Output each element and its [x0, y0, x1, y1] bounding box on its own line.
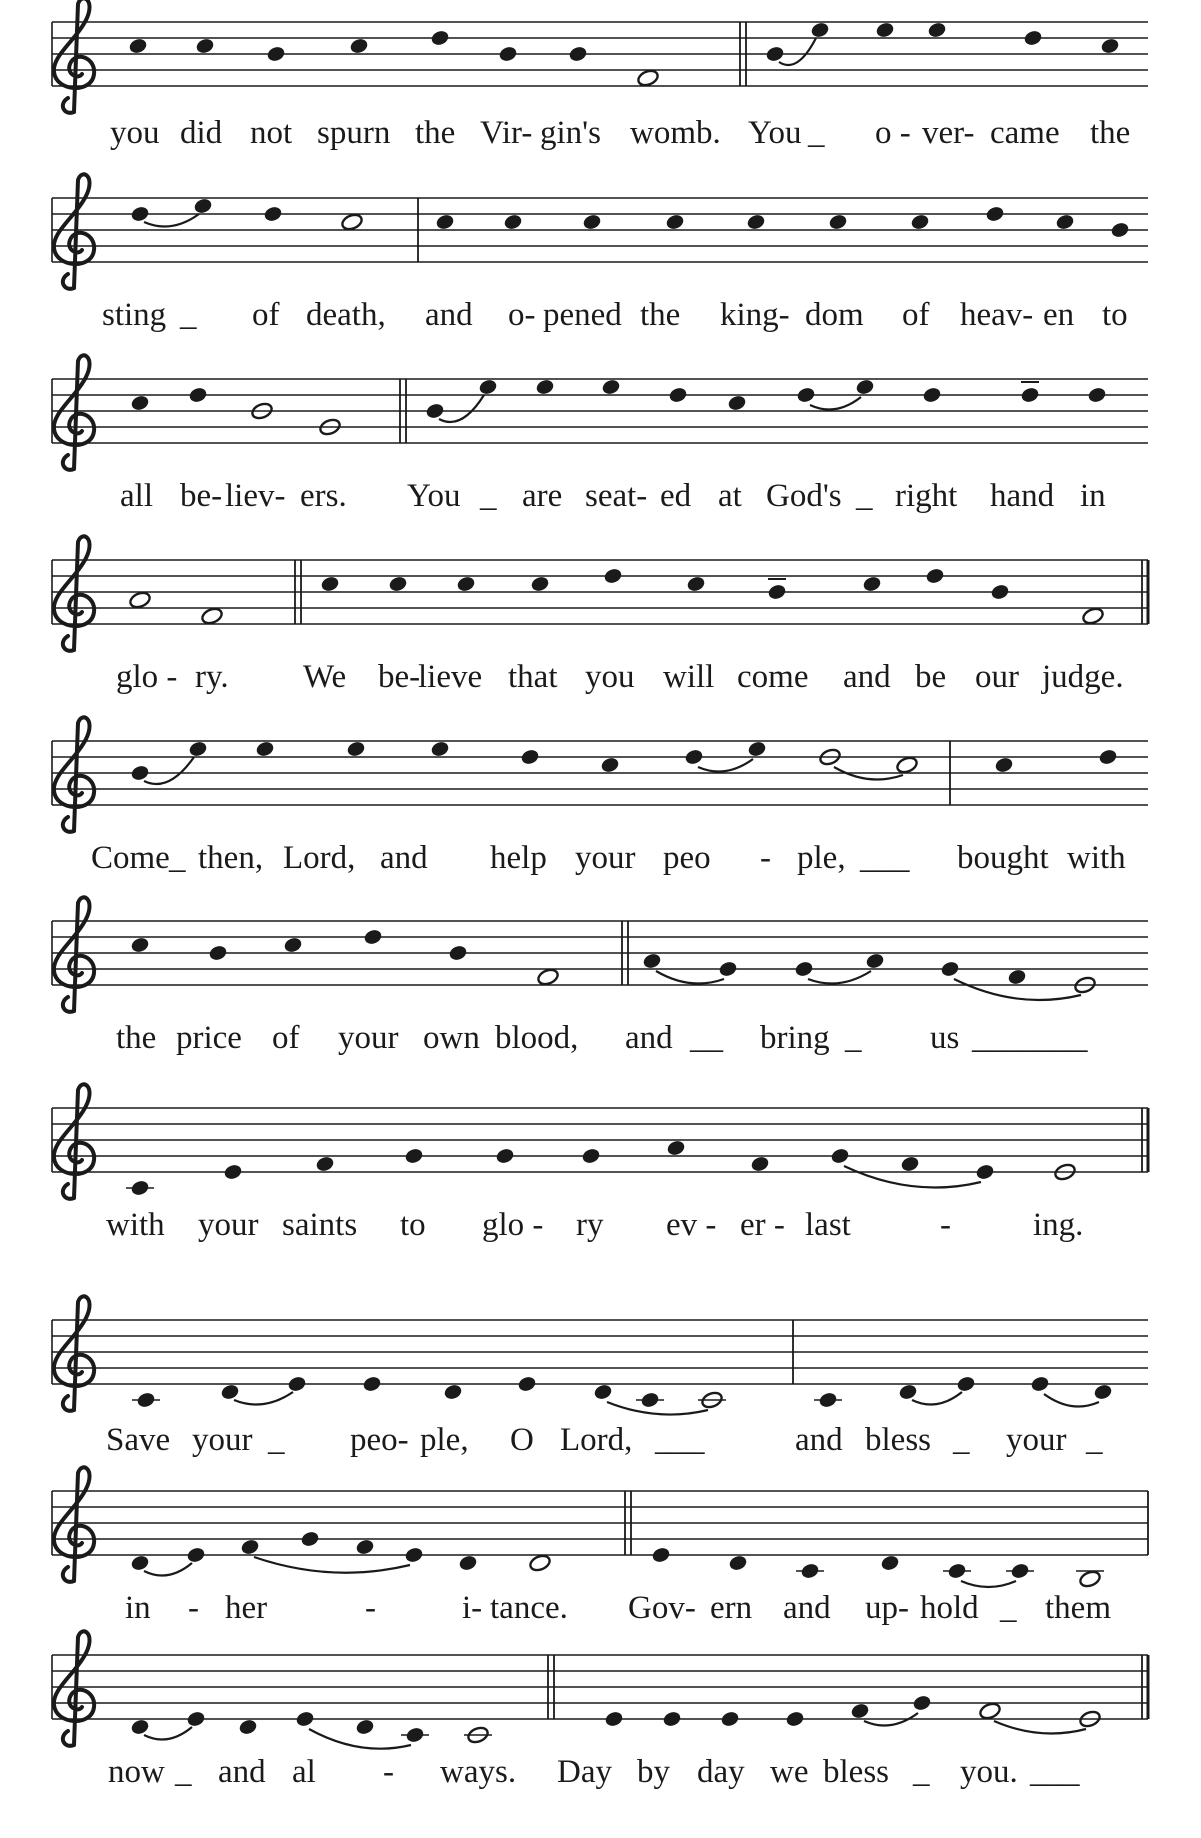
lyric-syllable: our — [975, 659, 1019, 695]
lyric-syllable: God's — [766, 478, 842, 514]
lyric-syllable: your — [1006, 1422, 1067, 1458]
lyric-syllable: your — [575, 840, 636, 876]
lyric-syllable: them — [1045, 1590, 1111, 1626]
quarter-note — [355, 1718, 376, 1736]
lyric-syllable: glo - — [116, 659, 178, 695]
lyric-syllable: _ — [480, 478, 497, 514]
lyric-syllable: be- — [378, 659, 421, 695]
lyric-syllable: in — [125, 1590, 151, 1626]
lyric-syllable: _ — [808, 115, 825, 151]
lyric-syllable: last — [805, 1207, 851, 1243]
lyric-syllable: er - — [740, 1207, 785, 1243]
lyric-syllable: right — [895, 478, 958, 514]
lyric-syllable: to — [1102, 297, 1128, 333]
lyric-syllable: bring — [760, 1020, 830, 1056]
lyric-syllable: seat- — [585, 478, 648, 514]
treble-clef-stroke — [54, 1631, 94, 1745]
lyric-syllable: help — [490, 840, 547, 876]
lyric-syllable: ver- — [922, 115, 975, 151]
lyric-syllable: and — [625, 1020, 673, 1056]
lyric-syllable: bought — [957, 840, 1049, 876]
lyric-syllable: you. — [960, 1754, 1018, 1790]
treble-clef-icon — [54, 1631, 94, 1745]
lyric-syllable: come — [737, 659, 809, 695]
lyric-syllable: tance. — [490, 1590, 568, 1626]
lyric-syllable: you — [585, 659, 635, 695]
lyric-syllable: to — [400, 1207, 426, 1243]
lyric-syllable: then, — [198, 840, 264, 876]
lyric-syllable: al — [292, 1754, 316, 1790]
lyric-syllable: __ — [690, 1020, 723, 1056]
lyric-syllable: hand — [990, 478, 1055, 514]
lyric-syllable: bless — [865, 1422, 931, 1458]
lyric-syllable: ers. — [300, 478, 347, 514]
lyric-syllable: o - — [875, 115, 911, 151]
lyric-syllable: we — [770, 1754, 809, 1790]
lyric-syllable: pened — [543, 297, 622, 333]
lyric-syllable: - — [383, 1754, 394, 1790]
lyric-syllable: ways. — [440, 1754, 517, 1790]
lyric-syllable: We — [303, 659, 347, 695]
lyric-syllable: own — [423, 1020, 480, 1056]
lyric-syllable: blood, — [495, 1020, 579, 1056]
lyric-syllable: ry. — [195, 659, 229, 695]
lyric-syllable: _ — [268, 1422, 285, 1458]
lyric-syllable: price — [176, 1020, 242, 1056]
lyric-syllable: ern — [710, 1590, 753, 1626]
lyric-syllable: O — [510, 1422, 534, 1458]
lyric-syllable: Come — [91, 840, 170, 876]
lyric-syllable: king- — [720, 297, 790, 333]
quarter-note — [405, 1726, 426, 1744]
lyric-syllable: in — [1080, 478, 1106, 514]
lyric-syllable: ___ — [1030, 1754, 1080, 1790]
lyric-syllable: - — [365, 1590, 376, 1626]
lyric-syllable: glo - — [482, 1207, 544, 1243]
lyric-syllable: all — [120, 478, 153, 514]
lyric-syllable: now — [108, 1754, 165, 1790]
lyric-syllable: you — [110, 115, 160, 151]
lyric-syllable: judge. — [1042, 659, 1124, 695]
lyric-syllable: You — [407, 478, 461, 514]
lyric-syllable: Vir- — [480, 115, 533, 151]
lyric-syllable: Lord, — [560, 1422, 633, 1458]
lyric-syllable: that — [508, 659, 558, 695]
lyric-syllable: will — [663, 659, 715, 695]
half-note — [978, 1701, 1001, 1721]
lyric-syllable: sting — [102, 297, 167, 333]
lyric-syllable: _ — [953, 1422, 970, 1458]
lyric-syllable: your — [192, 1422, 253, 1458]
quarter-note — [130, 1718, 151, 1736]
lyric-syllable: and — [425, 297, 473, 333]
lyric-syllable: be — [915, 659, 947, 695]
quarter-note — [604, 1710, 625, 1728]
lyric-syllable: liev- — [225, 478, 286, 514]
lyric-syllable: o- — [508, 297, 536, 333]
lyric-syllable: the — [415, 115, 456, 151]
lyric-syllable: death, — [306, 297, 386, 333]
lyric-syllable: up- — [865, 1590, 909, 1626]
lyric-syllable: and — [795, 1422, 843, 1458]
lyric-syllable: _______ — [972, 1020, 1088, 1056]
lyric-syllable: ed — [660, 478, 692, 514]
quarter-note — [720, 1710, 741, 1728]
quarter-note — [785, 1710, 806, 1728]
lyric-syllable: of — [252, 297, 280, 333]
lyric-syllable: ___ — [655, 1422, 705, 1458]
lyric-syllable: saints — [282, 1207, 358, 1243]
lyric-syllable: her — [225, 1590, 268, 1626]
lyric-syllable: did — [180, 115, 223, 151]
lyric-syllable: - — [188, 1590, 199, 1626]
lyric-syllable: your — [198, 1207, 259, 1243]
lyric-syllable: womb. — [630, 115, 721, 151]
quarter-note — [295, 1710, 316, 1728]
lyric-syllable: _ — [180, 297, 197, 333]
lyric-syllable: be- — [180, 478, 223, 514]
lyric-syllable: Lord, — [283, 840, 356, 876]
lyric-syllable: the — [116, 1020, 157, 1056]
lyric-syllable: and — [380, 840, 428, 876]
lyric-syllable: ___ — [860, 840, 910, 876]
lyric-syllable: _ — [845, 1020, 862, 1056]
lyric-syllable: ev - — [666, 1207, 717, 1243]
lyric-syllable: _ — [1000, 1590, 1017, 1626]
lyric-syllable: at — [718, 478, 742, 514]
lyric-syllable: _ — [175, 1754, 192, 1790]
lyric-syllable: the — [640, 297, 681, 333]
lyric-syllable: with — [106, 1207, 165, 1243]
lyric-syllable: Save — [106, 1422, 171, 1458]
lyric-syllable: ing. — [1033, 1207, 1084, 1243]
lyric-syllable: not — [250, 115, 293, 151]
lyric-syllable: and — [783, 1590, 831, 1626]
lyric-syllable: and — [218, 1754, 266, 1790]
lyric-syllable: heav- — [960, 297, 1034, 333]
lyric-syllable: ry — [576, 1207, 604, 1243]
lyric-syllable: your — [338, 1020, 399, 1056]
lyric-syllable: _ — [169, 840, 186, 876]
lyric-syllable: day — [697, 1754, 745, 1790]
lyric-syllable: of — [902, 297, 930, 333]
lyric-syllable: Gov- — [628, 1590, 696, 1626]
lyric-syllable: by — [637, 1754, 670, 1790]
lyric-syllable: peo- — [350, 1422, 409, 1458]
quarter-note — [850, 1702, 871, 1720]
lyric-syllable: en — [1043, 297, 1075, 333]
quarter-note — [186, 1710, 207, 1728]
lyric-syllable: peo — [663, 840, 711, 876]
lyric-syllable: with — [1067, 840, 1126, 876]
lyric-syllable: and — [843, 659, 891, 695]
quarter-note — [912, 1694, 933, 1712]
lyric-syllable: us — [930, 1020, 960, 1056]
lyrics-line — [0, 1752, 1201, 1792]
lyric-syllable: lieve — [418, 659, 483, 695]
lyric-syllable: - — [760, 840, 771, 876]
lyric-syllable: of — [272, 1020, 300, 1056]
lyric-syllable: i- — [462, 1590, 483, 1626]
lyric-syllable: spurn — [317, 115, 391, 151]
slur — [144, 1727, 192, 1740]
lyric-syllable: ple, — [420, 1422, 469, 1458]
lyric-syllable: ple, — [797, 840, 846, 876]
lyric-syllable: Day — [557, 1754, 612, 1790]
lyric-syllable: the — [1090, 115, 1131, 151]
lyric-syllable: gin's — [540, 115, 601, 151]
quarter-note — [662, 1710, 683, 1728]
lyric-syllable: - — [940, 1207, 951, 1243]
lyric-syllable: _ — [856, 478, 873, 514]
lyric-syllable: hold — [920, 1590, 979, 1626]
slur — [994, 1721, 1086, 1734]
lyric-syllable: You — [748, 115, 802, 151]
lyric-syllable: dom — [805, 297, 864, 333]
lyric-syllable: _ — [913, 1754, 930, 1790]
lyric-syllable: _ — [1086, 1422, 1103, 1458]
lyric-syllable: are — [522, 478, 563, 514]
quarter-note — [238, 1718, 259, 1736]
lyric-syllable: came — [990, 115, 1060, 151]
lyric-syllable: bless — [823, 1754, 889, 1790]
